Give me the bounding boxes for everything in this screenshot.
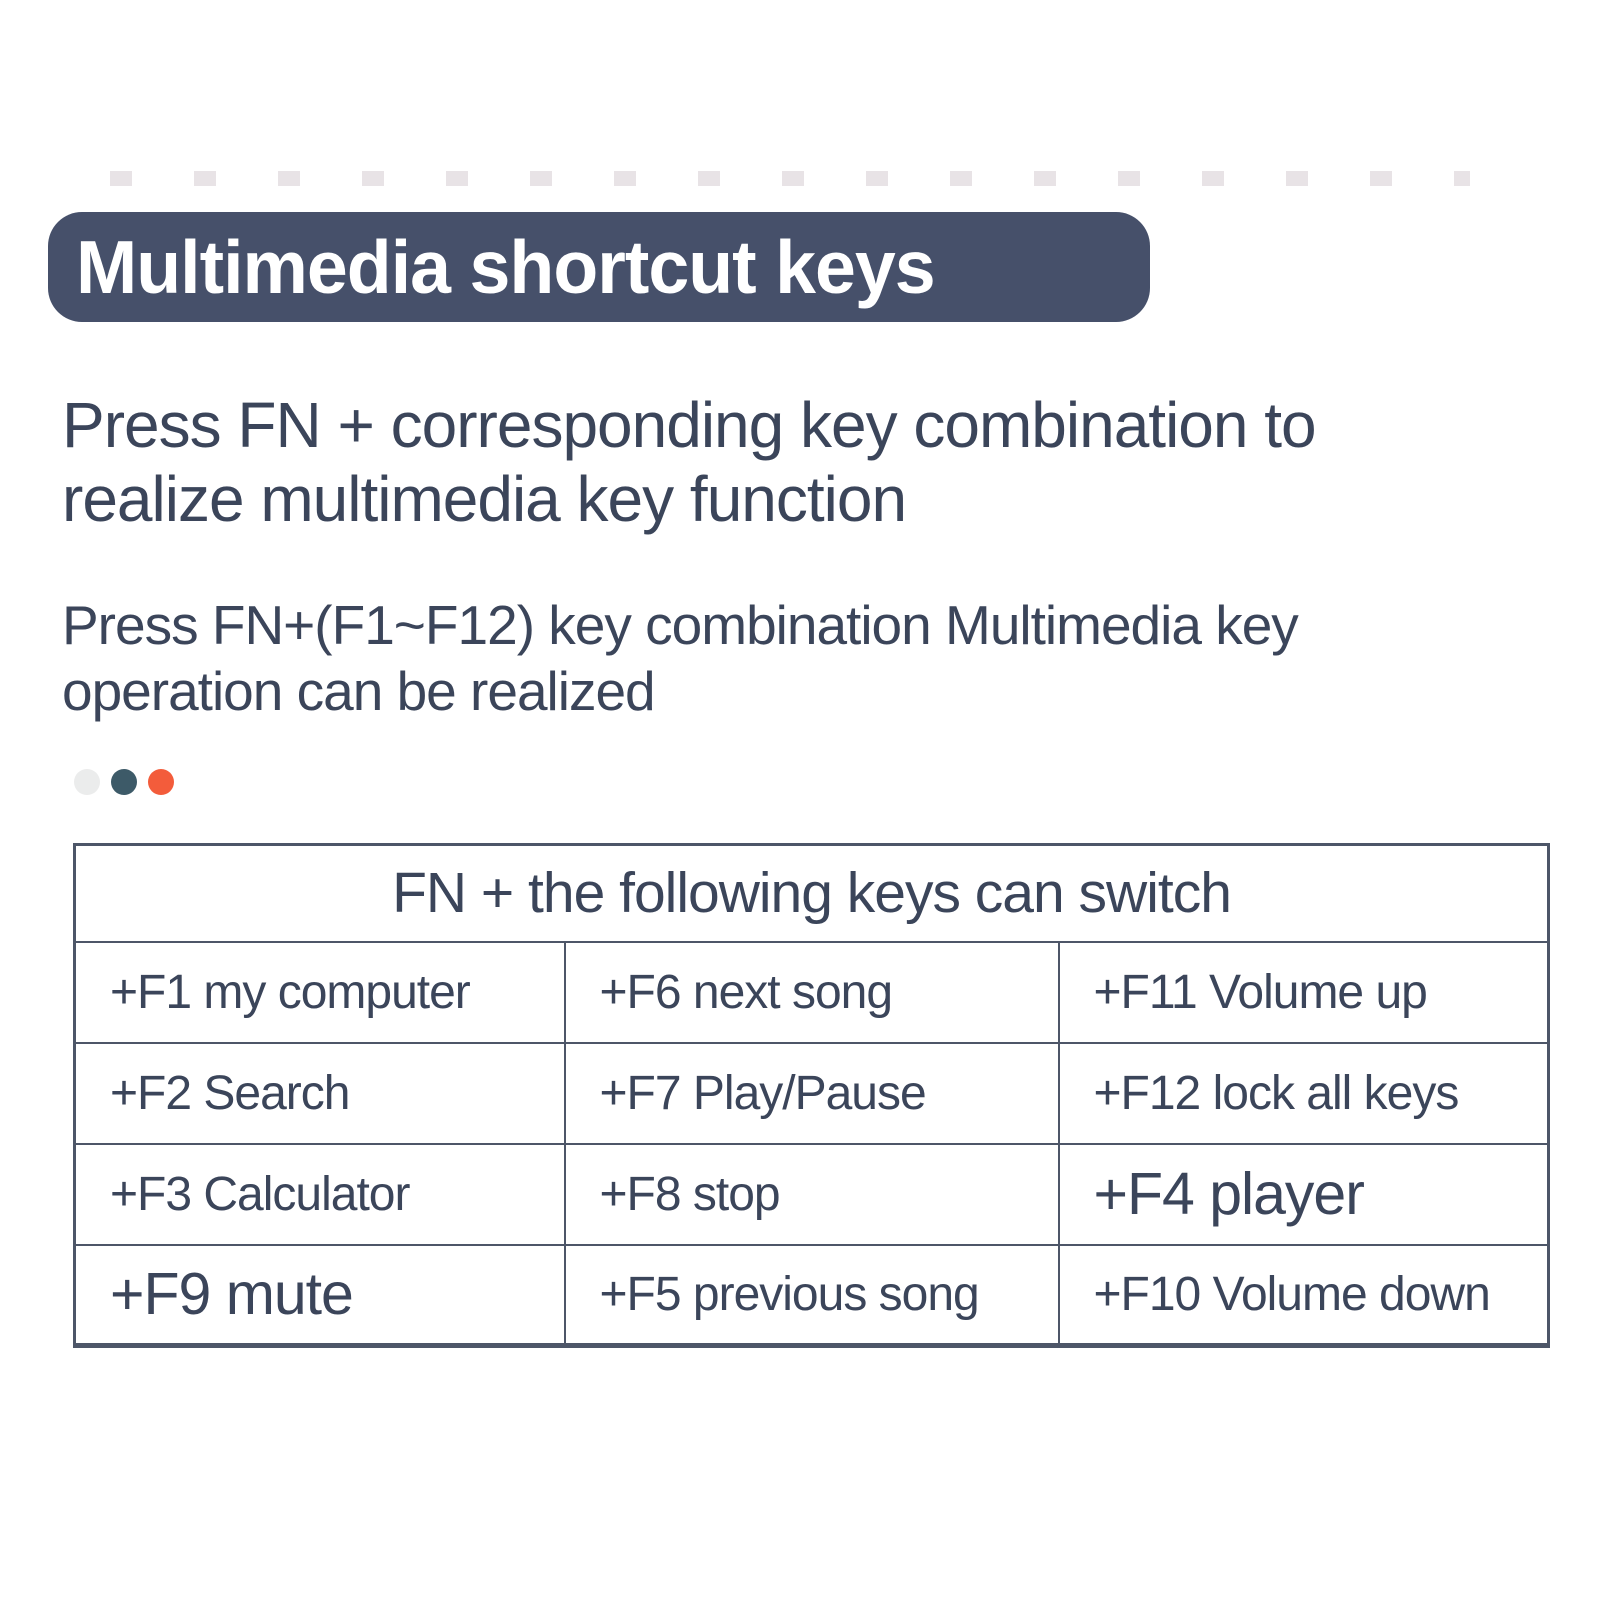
table-row bbox=[75, 942, 1549, 1043]
table-cell: +F5 previous song bbox=[565, 1245, 1059, 1346]
intro-line-2: realize multimedia key function bbox=[62, 463, 907, 536]
table-row bbox=[75, 1144, 1549, 1245]
table-cell: +F12 lock all keys bbox=[1059, 1043, 1549, 1144]
table-cell: +F8 stop bbox=[565, 1144, 1059, 1245]
carousel-dots bbox=[74, 769, 174, 795]
table-row bbox=[75, 1245, 1549, 1346]
table-header: FN + the following keys can switch bbox=[75, 845, 1549, 942]
table-cell: +F1 my computer bbox=[75, 942, 565, 1043]
sub-line-1: Press FN+(F1~F12) key combination Multimedia key bbox=[62, 594, 1298, 656]
table-cell: +F10 Volume down bbox=[1059, 1245, 1549, 1346]
carousel-dot-2 bbox=[111, 769, 137, 795]
cropped-text-artifact bbox=[110, 171, 1470, 186]
table-cell: +F9 mute bbox=[75, 1245, 565, 1346]
table-cell: +F7 Play/Pause bbox=[565, 1043, 1059, 1144]
table-cell: +F3 Calculator bbox=[75, 1144, 565, 1245]
sub-line-2: operation can be realized bbox=[62, 660, 655, 722]
page-title: Multimedia shortcut keys bbox=[76, 225, 935, 309]
table-cell: +F2 Search bbox=[75, 1043, 565, 1144]
sub-heading bbox=[62, 592, 1298, 724]
intro-line-1: Press FN + corresponding key combination to bbox=[62, 389, 1316, 461]
table-header-row bbox=[75, 845, 1549, 942]
table-row bbox=[75, 1043, 1549, 1144]
title-banner bbox=[48, 212, 1150, 322]
table-cell: +F6 next song bbox=[565, 942, 1059, 1043]
carousel-dot-3 bbox=[148, 769, 174, 795]
shortcut-table bbox=[73, 843, 1550, 1348]
carousel-dot-1 bbox=[74, 769, 100, 795]
table-cell: +F4 player bbox=[1059, 1144, 1549, 1245]
intro-heading bbox=[62, 388, 1316, 536]
table-cell: +F11 Volume up bbox=[1059, 942, 1549, 1043]
